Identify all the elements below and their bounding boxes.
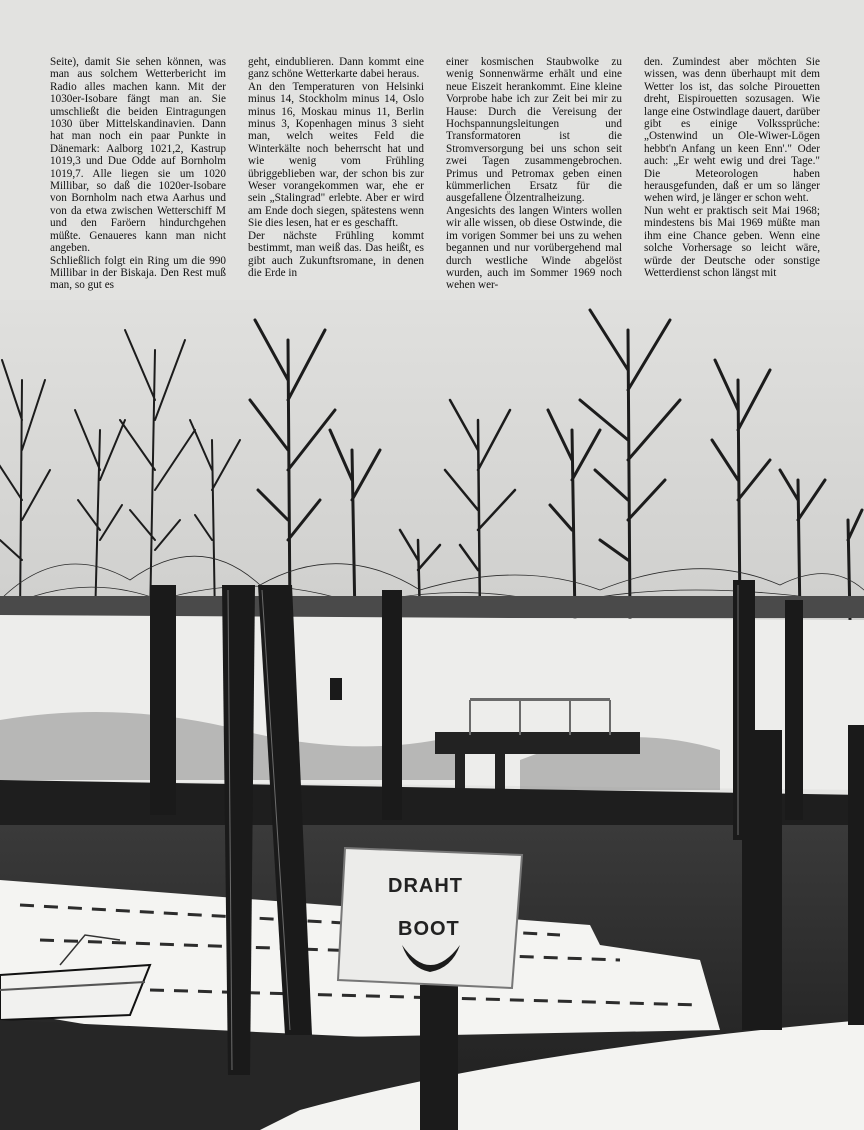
sign-line-2: BOOT (398, 918, 460, 940)
sky (0, 300, 864, 620)
article-text-area (0, 0, 864, 310)
text-column-2 (248, 56, 424, 279)
sign-post (420, 985, 458, 1130)
paragraph: einer kosmischen Staubwolke zu wenig Sonnenwärme erhält und eine neue Eiszeit herankommt. Eine kleine Vorprobe habe ich zur Zeit bei mir zu Hause: Durch die Vereisung der Hochspannungsleitungen und Transformatoren ist die Stromversorgung bei uns schon seit zwei Tagen zusammengebrochen. Primus und Petromax geben einen kümmerlichen Ersatz für die ausgefallene Ölzentralheizung. (446, 56, 622, 205)
paragraph: geht, eindublieren. Dann kommt eine ganz schöne Wetterkarte dabei heraus. (248, 56, 424, 81)
paragraph: Seite), damit Sie sehen können, was man aus solchem Wetterbericht im Radio alles machen kann. Mit der 1030er-Isobare fängt man an. Sie umschließt die beiden Eintragungen 1030 über Mittelskandinavien. Dann hat man noch ein paar Punkte in Dänemark: Aalborg 1021,2, Kastrup 1019,3 und Due Odde auf Bornholm 1019,7. Alle liegen sie um 1020 Millibar, so daß die 1020er-Isobare von Bornholm nach etwa Aarhus und von da etwa zwischen Wetterschiff M und den Faröern hindurchgehen müßte. Genaueres kann man nicht angeben. (50, 56, 226, 255)
text-column-4 (644, 56, 820, 279)
paragraph: den. Zumindest aber möchten Sie wissen, was denn überhaupt mit dem Wetter los ist, das solche Pirouetten dreht, Eispirouetten sozusagen. Wie lange eine Ostwindlage dauert, darüber gibt es einige Volkssprüche: „Ostenwind un Ole-Wiwer-Lögen hebbt'n Anfang un keen Enn'." Oder auch: „Er weht ewig und drei Tage." Die Meteorologen haben herausgefunden, daß er um so länger wehen wird, je länger er schon weht. (644, 56, 820, 205)
paragraph: Schließlich folgt ein Ring um die 990 Millibar in der Biskaja. Den Rest muß man, so gut es (50, 254, 226, 292)
paragraph: An den Temperaturen von Helsinki minus 14, Stockholm minus 14, Oslo minus 16, Moskau minus 11, Berlin minus 3, Kopenhagen minus 3 sieht man, welch weites Feld die Winterkälte noch beherrscht hat und wie wenig vom Frühling übriggeblieben war, der schon bis zur Weser vorangekommen war, ehe er sein „Stalingrad" erlebte. Aber er wird am Ende doch siegen, spätestens wenn Sie dies lesen, hat er es geschafft. (248, 80, 424, 230)
sign-line-1: DRAHT (388, 875, 463, 897)
text-column-1 (50, 56, 226, 292)
text-column-3 (446, 56, 622, 292)
winter-harbor-photo (0, 300, 864, 1130)
paragraph: Nun weht er praktisch seit Mai 1968; mindestens bis Mai 1969 müßte man ihm eine Chance geben. Wenn eine solche Vorhersage so leicht wäre, würde der Deutsche oder sonstige Wetterdienst schon längst mit (644, 204, 820, 279)
paragraph: Der nächste Frühling kommt bestimmt, man weiß das. Das heißt, es gibt auch Zukunftsromane, in denen die Erde in (248, 229, 424, 279)
paragraph: Angesichts des langen Winters wollen wir alle wissen, ob diese Ostwinde, die im vorigen Sommer bei uns zu wehen begannen und nur vorübergehend mal durch westliche Winde abgelöst wurden, auch im Sommer 1969 noch wehen wer- (446, 204, 622, 292)
